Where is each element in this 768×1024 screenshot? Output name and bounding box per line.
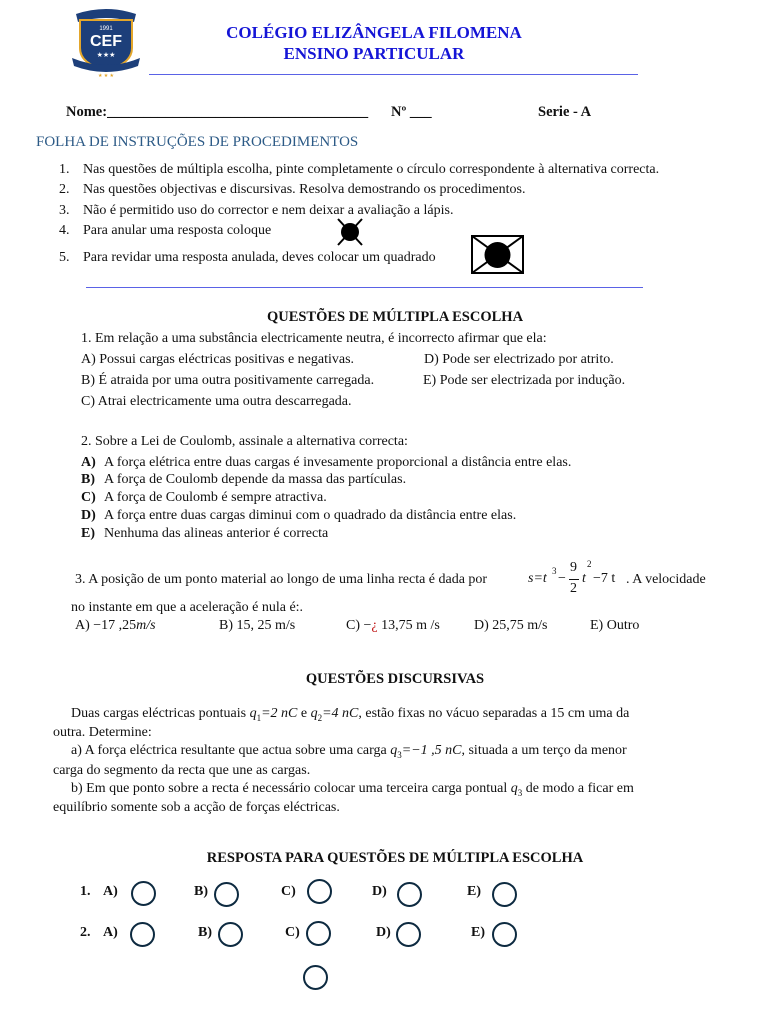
series-label: Serie - A [538,104,592,120]
school-name: COLÉGIO ELIZÂNGELA FILOMENA [226,23,522,42]
answer-1-c-bubble[interactable] [307,879,332,904]
answer-sheet-heading: RESPOSTA PARA QUESTÕES DE MÚLTIPLA ESCOLHA [206,850,584,866]
q1-option-c: C) Atrai electricamente uma outra descarregada. [81,394,352,409]
answer-1-d-label: D) [372,884,387,899]
discursive-intro-cont: outra. Determine: [53,725,152,740]
answer-1-d-bubble[interactable] [397,882,422,907]
answer-1-e-label: E) [467,884,481,899]
answer-2-b-bubble[interactable] [218,922,243,947]
q2-option-a: A) A força elétrica entre duas cargas é invesamente proporcional a distância entre elas. [81,455,572,470]
discursive-item-b: b) Em que ponto sobre a recta é necessário colocar uma terceira carga pontual $q_3$ de modo a ficar em [71,781,634,798]
q3-option-d: D) 25,75 m/s [474,618,548,633]
q3-option-e: E) Outro [590,618,640,633]
position-formula: s=t 3 − 9 2 t 2 −7 t [528,559,616,596]
answer-2-c-bubble[interactable] [306,921,331,946]
question-2-stem: 2. Sobre a Lei de Coulomb, assinale a alternativa correcta: [81,434,408,449]
svg-text:CEF: CEF [90,33,122,50]
q3-option-c: C) −¿ 13,75 m /s [346,618,440,633]
instructions-heading: FOLHA DE INSTRUÇÕES DE PROCEDIMENTOS [36,134,359,150]
q2-option-e: E) Nenhuma das alineas anterior é correcta [81,526,329,541]
question-3-stem: 3. A posição de um ponto material ao longo de uma linha recta é dada por [75,572,488,587]
discursive-heading: QUESTÕES DISCURSIVAS [305,671,485,687]
svg-text:★ ★ ★: ★ ★ ★ [98,74,114,78]
answer-2-a-label: A) [103,925,118,940]
q1-option-a: A) Possui cargas eléctricas positivas e negativas. [81,352,355,367]
discursive-item-a-cont: carga do segmento da recta que une as cargas. [53,763,311,778]
q1-option-d: D) Pode ser electrizado por atrito. [424,352,614,367]
q2-option-c: C) A força de Coulomb é sempre atractiva. [81,490,327,505]
revive-mark-icon [471,235,524,274]
instruction-item: 2. Nas questões objectivas e discursivas. Resolva demostrando os procedimentos. [59,182,526,197]
instruction-item: 5. Para revidar uma resposta anulada, deves colocar um quadrado [59,250,436,265]
name-label: Nome: [66,104,108,120]
name-field[interactable] [66,104,368,121]
name-blank[interactable]: ____________________________________ [107,104,369,120]
answer-2-e-label: E) [471,925,485,940]
answer-2-e-bubble[interactable] [492,922,517,947]
question-1-stem: 1. Em relação a uma substância electricamente neutra, é incorrecto afirmar que ela: [81,331,547,346]
answer-1-b-label: B) [194,884,208,899]
svg-text:★★★: ★★★ [96,51,116,59]
multiple-choice-heading: QUESTÕES DE MÚLTIPLA ESCOLHA [266,309,524,325]
extra-bubble[interactable] [303,965,328,990]
school-logo [62,6,150,78]
instruction-item: 4. Para anular uma resposta coloque [59,223,272,238]
answer-1-a-bubble[interactable] [131,881,156,906]
instruction-item: 1. Nas questões de múltipla escolha, pinte completamente o círculo correspondente à alternativa correcta. [59,162,660,177]
answer-1-a-label: A) [103,884,118,899]
q3-option-b: B) 15, 25 m/s [219,618,296,633]
answer-2-b-label: B) [198,925,212,940]
q1-option-e: E) Pode ser electrizada por indução. [423,373,626,388]
question-3-stem-end: . A velocidade [626,572,706,587]
annul-mark-icon [335,218,365,246]
answer-2-d-label: D) [376,925,391,940]
instruction-item: 3. Não é permitido uso do corrector e nem deixar a avaliação a lápis. [59,203,454,218]
discursive-item-b-cont: equilíbrio somente sob a acção de forças eléctricas. [53,800,340,815]
number-field[interactable] [391,104,432,121]
answer-1-e-bubble[interactable] [492,882,517,907]
svg-text:1991: 1991 [99,26,113,32]
answer-2-a-bubble[interactable] [130,922,155,947]
answer-row-1-number: 1. [80,884,91,899]
header-rule [149,74,638,75]
number-label: Nº [391,104,407,120]
q1-option-b: B) É atraida por uma outra positivamente carregada. [81,373,375,388]
discursive-intro: Duas cargas eléctricas pontuais $q_1=2$ nC e $q_2=4$ nC, estão fixas no vácuo separadas a 15 cm uma da [71,706,630,723]
discursive-item-a: a) A força eléctrica resultante que actua sobre uma carga $q_3=-1$ ,5 nC, situada a um terço da menor [71,743,627,760]
answer-2-c-label: C) [285,925,300,940]
answer-1-b-bubble[interactable] [214,882,239,907]
answer-2-d-bubble[interactable] [396,922,421,947]
number-blank[interactable]: ___ [409,104,432,120]
q2-option-b: B) A força de Coulomb depende da massa das partículas. [81,472,407,487]
q3-option-a: A) −17 ,25m/s [75,618,156,633]
answer-1-c-label: C) [281,884,296,899]
instructions-rule [86,287,643,288]
q2-option-d: D) A força entre duas cargas diminui com o quadrado da distância entre elas. [81,508,517,523]
school-type: ENSINO PARTICULAR [283,44,465,63]
question-3-stem-line2: no instante em que a aceleração é nula é:. [71,600,304,615]
answer-row-2-number: 2. [80,925,91,940]
